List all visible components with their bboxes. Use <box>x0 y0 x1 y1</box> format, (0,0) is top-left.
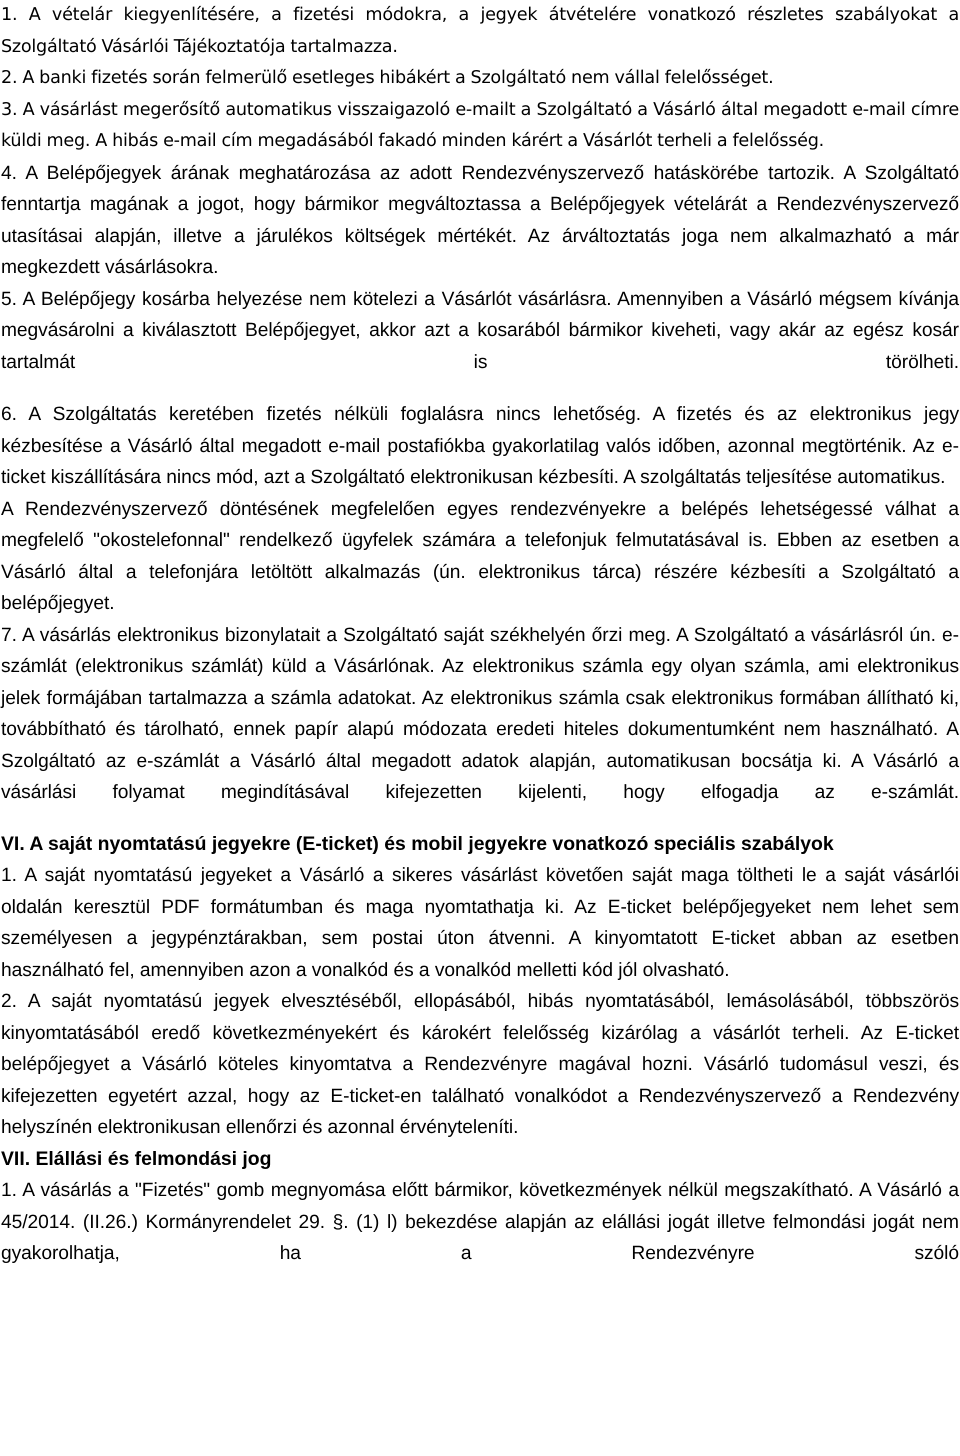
paragraph: 2. A banki fizetés során felmerülő esetleges hibákért a Szolgáltató nem vállal felelősséget. <box>1 68 774 88</box>
section-vi-heading <box>1 829 959 861</box>
paragraph: 2. A saját nyomtatású jegyek elvesztéséből, ellopásából, hibás nyomtatásából, lemásolásából, többszörös kinyomtatásából eredő következményekért és károkért felelősség kizárólag a vásárlót terheli. Az E-ticket belépőjegyet a Vásárló köteles kinyomtatva a Rendezvényre magával hozni. Vásárló tudomásul veszi, és kifejezetten egyetért azzal, hogy az E-ticket-en található vonalkódot a Rendezvényszervező a Rendezvény helyszínén elektronikusan ellenőrzi és azonnal érvényteleníti. <box>1 991 959 1138</box>
para-3 <box>1 95 959 158</box>
section-heading: VI. A saját nyomtatású jegyekre (E-ticket) és mobil jegyekre vonatkozó speciális szabályok <box>1 832 834 855</box>
paragraph: 1. A saját nyomtatású jegyeket a Vásárló a sikeres vásárlást követően saját maga töltheti le a saját vásárlói oldalán keresztül PDF formátumban és maga nyomtathatja ki. Az E-ticket belépőjegyeket nem lehet sem személyesen a jegypénztárakban, sem postai úton átvenni. A kinyomtatott E-ticket abban az esetben használható fel, amennyiben azon a vonalkód és a vonalkód melletti kód jól olvasható. <box>1 865 959 981</box>
para-5 <box>1 284 959 379</box>
paragraph: A Rendezvényszervező döntésének megfelelően egyes rendezvényekre a belépés lehetségessé válhat a megfelelő "okostelefonnal" rendelkező ügyfelek számára a telefonjuk felmutatásával is. Ebben az esetben a Vásárló által a telefonjára letöltött alkalmazás (ún. elektronikus tárca) részére kézbesíti a Szolgáltató a belépőjegyet. <box>1 498 959 614</box>
para-1 <box>1 0 959 63</box>
paragraph: 1. A vásárlás a "Fizetés" gomb megnyomása előtt bármikor, következmények nélkül megszakítható. A Vásárló a 45/2014. (II.26.) Kormányrendelet 29. §. (1) l) bekezdése alapján az elállási jogát illetve felmondási jogát nem gyakorolhatja, ha a Rendezvényre szóló <box>1 1180 959 1264</box>
spacer <box>1 809 959 829</box>
paragraph: 6. A Szolgáltatás keretében fizetés nélküli foglalásra nincs lehetőség. A fizetés és az elektronikus jegy kézbesítése a Vásárló által megadott e-mail postafiókba gyakorlatilag valós időben, azonnal megtörténik. Az e-ticket kiszállítására nincs mód, azt a Szolgáltató elektronikusan kézbesíti. A szolgáltatás teljesítése automatikus. <box>1 404 959 488</box>
para-vi-2 <box>1 986 959 1144</box>
para-vii-1 <box>1 1175 959 1270</box>
para-2 <box>1 63 959 95</box>
section-vii-heading <box>1 1144 959 1176</box>
section-heading: VII. Elállási és felmondási jog <box>1 1147 272 1170</box>
para-7 <box>1 620 959 809</box>
spacer <box>1 378 959 399</box>
paragraph: 7. A vásárlás elektronikus bizonylatait a Szolgáltató saját székhelyén őrzi meg. A Szolgáltató a vásárlásról ún. e-számlát (elektronikus számlát) küld a Vásárlónak. Az elektronikus számla egy olyan számla, ami elektronikus jelek formájában tartalmazza a számla adatokat. Az elektronikus számla csak elektronikus formában állítható ki, továbbítható és tárolható, ennek papír alapú módozata eredeti hiteles dokumentumként nem használható. A Szolgáltató az e-számlát a Vásárló által megadott adatok alapján, automatikusan bocsátja ki. A Vásárló a vásárlási folyamat megindításával kifejezetten kijelenti, hogy elfogadja az e-számlát. <box>1 624 959 803</box>
document-page <box>1 0 959 1270</box>
paragraph: 1. A vételár kiegyenlítésére, a fizetési módokra, a jegyek átvételére vonatkozó részletes szabályokat a Szolgáltató Vásárlói Tájékoztatója tartalmazza. <box>1 5 959 57</box>
para-6 <box>1 399 959 494</box>
para-6b <box>1 494 959 620</box>
paragraph: 5. A Belépőjegy kosárba helyezése nem kötelezi a Vásárlót vásárlásra. Amennyiben a Vásárló mégsem kívánja megvásárolni a kiválasztott Belépőjegyet, akkor azt a kosarából bármikor kiveheti, vagy akár az egész kosár tartalmát is törölheti. <box>1 288 959 373</box>
paragraph: 3. A vásárlást megerősítő automatikus visszaigazoló e-mailt a Szolgáltató a Vásárló által megadott e-mail címre küldi meg. A hibás e-mail cím megadásából fakadó minden kárért a Vásárlót terheli a felelősség. <box>1 99 959 151</box>
para-vi-1 <box>1 860 959 986</box>
paragraph: 4. A Belépőjegyek árának meghatározása az adott Rendezvényszervező hatáskörébe tartozik. A Szolgáltató fenntartja magának a jogot, hogy bármikor megváltoztassa a Belépőjegyek vételárát a Rendezvényszervező utasításai alapján, illetve a járulékos költségek mértékét. Az árváltoztatás joga nem alkalmazható a már megkezdett vásárlásokra. <box>1 162 959 278</box>
para-4 <box>1 158 959 284</box>
